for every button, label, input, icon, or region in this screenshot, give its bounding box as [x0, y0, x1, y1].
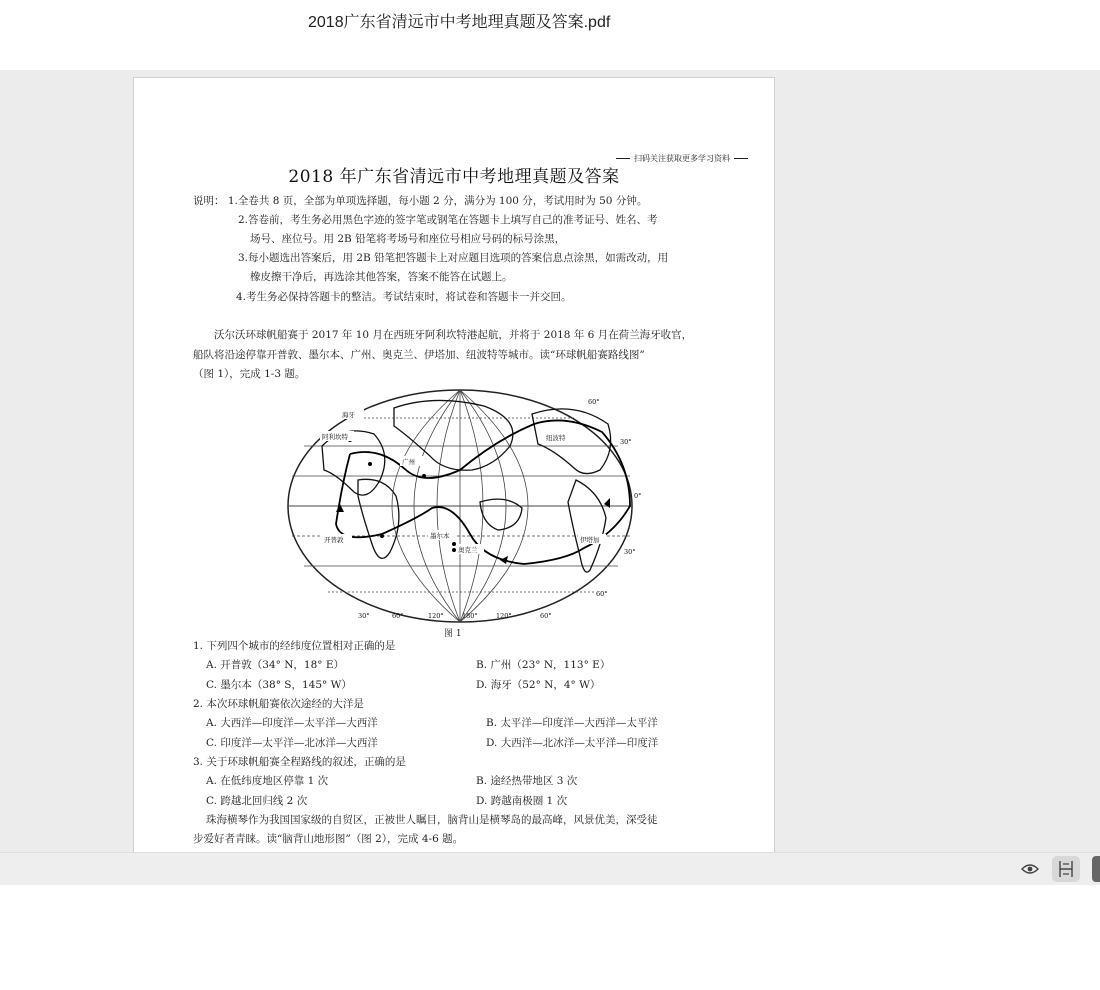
question-option: B. 途经热带地区 3 次 — [476, 775, 578, 787]
question-option: D. 海牙（52° N，4° W） — [476, 679, 601, 691]
longitude-label: 30° — [358, 612, 370, 620]
place-label: 开普敦 — [324, 536, 344, 544]
title-bar — [0, 0, 1100, 70]
document-title: 2018 年广东省清远市中考地理真题及答案 — [288, 167, 620, 187]
place-label: 伊塔加 — [580, 536, 600, 544]
passage-line: （图 1），完成 1-3 题。 — [193, 368, 306, 380]
instruction-line: 2.答卷前，考生务必用黑色字迹的签字笔或钢笔在答题卡上填写自己的准考证号、姓名、考 — [238, 214, 658, 226]
longitude-label: 180° — [462, 612, 478, 620]
place-label: 海牙 — [342, 411, 355, 419]
place-label: 奥克兰 — [458, 546, 478, 554]
figure-caption: 图 1 — [444, 629, 462, 639]
passage-line: 沃尔沃环球帆船赛于 2017 年 10 月在西班牙阿利坎特港起航，并将于 2018 年 6 月在荷兰海牙收官， — [214, 329, 693, 341]
question-option: D. 大西洋—北冰洋—太平洋—印度洋 — [486, 737, 659, 749]
question-stem: 2. 本次环球帆船赛依次途经的大洋是 — [193, 698, 364, 710]
eye-icon — [1021, 863, 1039, 875]
instruction-line: 4.考生务必保持答题卡的整洁。考试结束时，将试卷和答题卡一并交回。 — [236, 291, 572, 303]
latitude-label: 30° — [624, 548, 636, 556]
longitude-label: 120° — [428, 612, 444, 620]
question-option: D. 跨越南极圈 1 次 — [476, 795, 568, 807]
longitude-label: 60° — [540, 612, 552, 620]
question-option: A. 大西洋—印度洋—太平洋—大西洋 — [206, 717, 378, 729]
instruction-line: 说明： 1.全卷共 8 页，全部为单项选择题，每小题 2 分，满分为 100 分，考试用时为 50 分钟。 — [193, 195, 648, 207]
file-title: 2018广东省清远市中考地理真题及答案.pdf — [308, 14, 611, 31]
watermark-text: 扫码关注获取更多学习资料 — [612, 153, 752, 164]
latitude-label: 60° — [588, 398, 600, 406]
passage-line: 珠海横琴作为我国国家级的自贸区，正被世人瞩目，脑背山是横琴岛的最高峰，风景优美，深受徒 — [206, 814, 658, 826]
place-label: 广州 — [402, 458, 415, 466]
place-label: 纽波特 — [546, 434, 566, 442]
latitude-label: 0° — [634, 492, 642, 500]
place-label: 阿利坎特 — [322, 433, 348, 441]
world-route-map — [284, 384, 642, 636]
passage-line: 船队将沿途停靠开普敦、墨尔本、广州、奥克兰、伊塔加、纽波特等城市。读“环球帆船赛路线图” — [193, 349, 645, 361]
question-option: B. 广州（23° N，113° E） — [476, 659, 611, 671]
question-option: A. 在低纬度地区停靠 1 次 — [206, 775, 329, 787]
pdf-page — [133, 77, 775, 852]
viewer-toolbar — [0, 852, 1100, 885]
latitude-label: 30° — [620, 438, 632, 446]
toolbar-overflow-button[interactable] — [1092, 856, 1100, 882]
question-stem: 3. 关于环球帆船赛全程路线的叙述，正确的是 — [193, 756, 406, 768]
question-option: C. 跨越北回归线 2 次 — [206, 795, 308, 807]
question-option: A. 开普敦（34° N，18° E） — [206, 659, 345, 671]
passage-line: 步爱好者青睐。读“脑背山地形图”（图 2），完成 4-6 题。 — [193, 833, 464, 845]
question-stem: 1. 下列四个城市的经纬度位置相对正确的是 — [193, 640, 396, 652]
instruction-line: 橡皮擦干净后，再选涂其他答案，答案不能答在试题上。 — [250, 271, 513, 283]
instruction-line: 场号、座位号。用 2B 铅笔将考场号和座位号相应号码的标号涂黑， — [250, 233, 566, 245]
place-label: 墨尔本 — [430, 532, 450, 540]
question-option: B. 太平洋—印度洋—大西洋—太平洋 — [486, 717, 658, 729]
question-option: C. 墨尔本（38° S，145° W） — [206, 679, 352, 691]
fit-page-button[interactable] — [1052, 856, 1080, 882]
fit-page-icon — [1058, 860, 1074, 878]
longitude-label: 60° — [392, 612, 404, 620]
view-mode-button[interactable] — [1016, 856, 1044, 882]
longitude-label: 120° — [496, 612, 512, 620]
document-viewer[interactable] — [0, 70, 1100, 852]
latitude-label: 60° — [596, 590, 608, 598]
question-option: C. 印度洋—太平洋—北冰洋—大西洋 — [206, 737, 378, 749]
instruction-line: 3.每小题选出答案后，用 2B 铅笔把答题卡上对应题目选项的答案信息点涂黑，如需改动，用 — [238, 252, 669, 264]
